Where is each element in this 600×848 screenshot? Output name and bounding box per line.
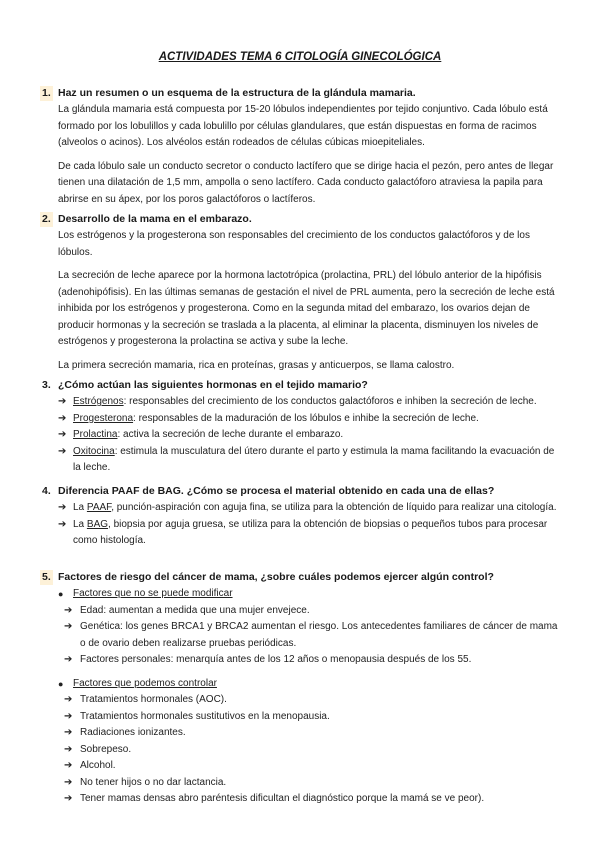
risk-factor: Radiaciones ionizantes. [80, 727, 186, 738]
section-2 [0, 212, 600, 374]
right-arrow-icon: ➔ [64, 604, 73, 616]
right-arrow-icon: ➔ [58, 518, 67, 530]
risk-factor: Alcohol. [80, 760, 116, 771]
risk-factor: Tratamientos hormonales (AOC). [80, 694, 227, 705]
hormone-description: : responsables de la maduración de los lóbulos e inhibe la secreción de leche. [133, 412, 479, 424]
section-number: 4. [42, 485, 51, 497]
list-item [64, 725, 560, 742]
section-number: 5. [42, 571, 51, 583]
hormone-term: Progesterona [73, 412, 134, 424]
right-arrow-icon: ➔ [64, 727, 73, 738]
list-item [58, 411, 560, 428]
item-prefix: La [73, 502, 87, 513]
section-4 [0, 484, 600, 550]
list-item [64, 692, 560, 709]
list-item [64, 758, 560, 775]
right-arrow-icon: ➔ [58, 396, 67, 407]
list-item [64, 709, 560, 726]
hormone-description: : activa la secreción de leche durante el embarazo. [117, 429, 344, 440]
section-3-header [0, 378, 600, 394]
procedure-description: , biopsia por aguja gruesa, se utiliza para la obtención de biopsias o pequeños tubos para procesar como histología. [73, 518, 548, 546]
right-arrow-icon: ➔ [64, 743, 73, 755]
paragraph: Los estrógenos y la progesterona son responsables del crecimiento de los conductos galactóforos y de los lóbulos. [58, 230, 530, 258]
list-item [64, 742, 560, 759]
right-arrow-icon: ➔ [64, 793, 73, 804]
hormone-term: Estrógenos [73, 396, 124, 407]
list-item [58, 500, 560, 517]
section-5 [0, 570, 600, 808]
section-heading: Diferencia PAAF de BAG. ¿Cómo se procesa el material obtenido en cada una de ellas? [58, 485, 495, 497]
section-number: 2. [42, 213, 51, 225]
bullet-dot-icon: ● [58, 678, 64, 689]
section-heading: ¿Cómo actúan las siguientes hormonas en el tejido mamario? [58, 379, 368, 391]
section-4-header [0, 484, 600, 500]
section-1-header [0, 86, 600, 102]
right-arrow-icon: ➔ [64, 776, 73, 788]
section-heading: Haz un resumen o un esquema de la estructura de la glándula mamaria. [58, 87, 416, 99]
right-arrow-icon: ➔ [64, 621, 73, 632]
right-arrow-icon: ➔ [64, 710, 73, 722]
list-item [58, 427, 560, 444]
right-arrow-icon: ➔ [64, 694, 73, 705]
section-5-header [0, 570, 600, 586]
section-number: 1. [42, 87, 51, 99]
risk-factor: Factores personales: menarquía antes de los 12 años o menopausia después de los 55. [80, 654, 472, 665]
section-heading: Desarrollo de la mama en el embarazo. [58, 213, 252, 225]
risk-factor: No tener hijos o no dar lactancia. [80, 776, 227, 788]
procedure-description: , punción-aspiración con aguja fina, se utiliza para la obtención de líquido para realizar una citología. [111, 502, 557, 513]
hormone-description: : estimula la musculatura del útero durante el parto y estimula la mama facilitando la evacuación de la leche. [73, 445, 555, 473]
list-item [64, 619, 560, 652]
risk-factor: Sobrepeso. [80, 743, 132, 755]
list-item [64, 652, 560, 669]
list-item [64, 603, 560, 620]
right-arrow-icon: ➔ [64, 654, 73, 665]
list-item [58, 394, 560, 411]
risk-group-header [58, 586, 600, 603]
right-arrow-icon: ➔ [58, 412, 67, 424]
right-arrow-icon: ➔ [58, 502, 67, 513]
list-item [64, 791, 560, 808]
section-number: 3. [42, 379, 51, 391]
paragraph: La primera secreción mamaria, rica en proteínas, grasas y anticuerpos, se llama calostro. [58, 359, 455, 371]
section-3 [0, 378, 600, 477]
section-heading: Factores de riesgo del cáncer de mama, ¿sobre cuáles podemos ejercer algún control? [58, 571, 494, 583]
risk-factor: Tratamientos hormonales sustitutivos en la menopausia. [80, 710, 330, 722]
list-item [58, 444, 560, 477]
hormone-description: : responsables del crecimiento de los conductos galactóforos e inhiben la secreción de leche. [123, 396, 537, 407]
procedure-term: BAG [86, 518, 109, 530]
procedure-term: PAAF [86, 502, 112, 513]
risk-factor: Genética: los genes BRCA1 y BRCA2 aumentan el riesgo. Los antecedentes familiares de cáncer de mama o de ovario deben realizarse pruebas periódicas. [80, 621, 558, 649]
risk-factor: Edad: aumentan a medida que una mujer envejece. [80, 604, 310, 616]
paragraph: De cada lóbulo sale un conducto secretor o conducto lactífero que se dirige hacia el pezón, pero antes de llegar tienen una dilatación de 1,5 mm, ampolla o seno lactífero. Cada conducto galactóforo atraviesa la papila para abrirse en su ápex, por los poros galactóforos o lactíferos. [58, 160, 554, 205]
risk-group-label: Factores que no se puede modificar [73, 588, 233, 599]
list-item [64, 775, 560, 792]
list-item [58, 517, 560, 550]
right-arrow-icon: ➔ [64, 760, 73, 771]
section-1 [0, 86, 600, 208]
right-arrow-icon: ➔ [58, 429, 67, 440]
hormone-term: Oxitocina [73, 445, 115, 457]
bullet-dot-icon: ● [58, 589, 64, 599]
risk-group-label: Factores que podemos controlar [73, 677, 217, 689]
section-2-header [0, 212, 600, 228]
hormone-term: Prolactina [73, 429, 118, 440]
page-title: ACTIVIDADES TEMA 6 CITOLOGÍA GINECOLÓGICA [158, 51, 442, 63]
paragraph: La secreción de leche aparece por la hormona lactotrópica (prolactina, PRL) del lóbulo anterior de la hipófisis (adenohipófisis). En las últimas semanas de gestación el nivel de PRL aumenta, pero la secreción de leche está inhibida por los estrógenos y progesterona. Como en la segunda mitad del embarazo, los ovarios dejan de producir hormonas y la secreción se traslada a la placenta, al eliminar la placenta, disminuyen los niveles de estrógenos y progesterona la prolactina se activa y sube la leche. [58, 270, 555, 347]
risk-factor: Tener mamas densas abro paréntesis dificultan el diagnóstico porque la mamá se ve peor). [80, 793, 485, 804]
paragraph: La glándula mamaria está compuesta por 15-20 lóbulos independientes por tejido conjuntivo. Cada lóbulo está formado por los lobulillos y cada lobulillo por células glandulares, que están dispuestas en forma de racimos (alveolos o acinos). Los alvéolos están rodeados de células cúbicas mioepiteliales. [58, 104, 548, 148]
right-arrow-icon: ➔ [58, 445, 67, 457]
risk-group-header [58, 676, 600, 693]
item-prefix: La [73, 518, 87, 530]
